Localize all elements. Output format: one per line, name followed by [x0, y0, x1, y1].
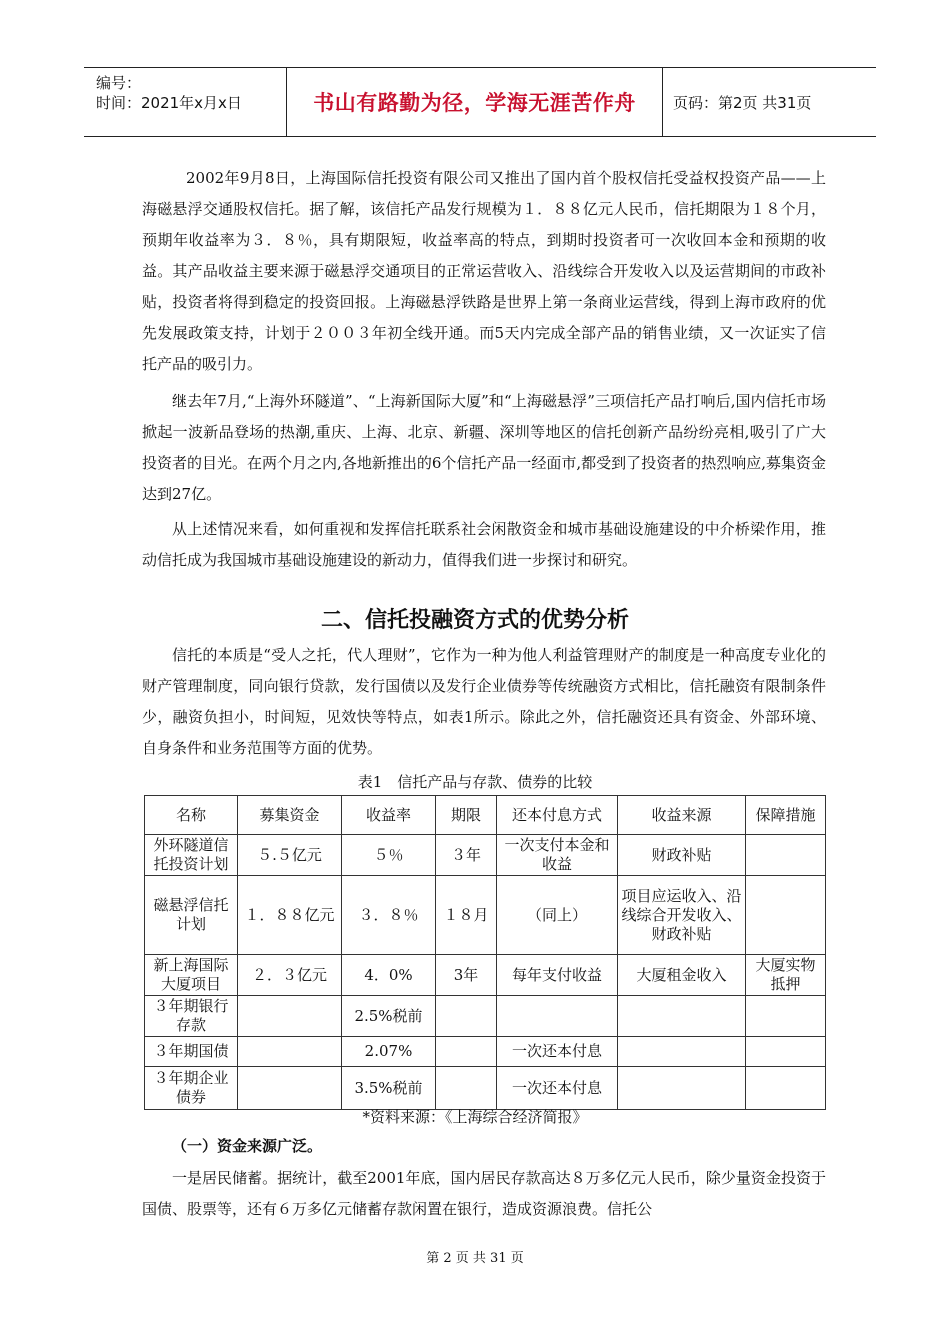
table-cell [746, 876, 826, 955]
comparison-table [144, 795, 826, 1110]
table-cell: 磁悬浮信托计划 [145, 876, 238, 955]
table-header-cell: 募集资金 [238, 796, 342, 835]
table-cell [618, 1067, 746, 1110]
sub-heading: （一）资金来源广泛。 [172, 1137, 323, 1155]
table-cell [746, 996, 826, 1037]
table-row [145, 1067, 826, 1110]
paragraph-3: 从上述情况来看，如何重视和发挥信托联系社会闲散资金和城市基础设施建设的中介桥梁作用，推动信托成为我国城市基础设施建设的新动力，值得我们进一步探讨和研究。 [142, 520, 826, 569]
table-cell: 4．0% [342, 955, 436, 996]
table-cell: 大厦租金收入 [618, 955, 746, 996]
table-cell: 新上海国际大厦项目 [145, 955, 238, 996]
paragraph-2: 继去年7月,“上海外环隧道”、“上海新国际大厦”和“上海磁悬浮”三项信托产品打响后,国内信托市场掀起一波新品登场的热潮,重庆、上海、北京、新疆、深圳等地区的信托创新产品纷纷亮相,吸引了广大投资者的目光。在两个月之内,各地新推出的6个信托产品一经面市,都受到了投资者的热烈响应,募集资金达到27亿。 [142, 392, 826, 503]
number-label: 编号： [96, 74, 142, 92]
time-label: 时间：2021年x月x日 [96, 94, 242, 112]
table-cell [746, 1067, 826, 1110]
table-cell [238, 1067, 342, 1110]
table-cell: ３年期国债 [145, 1037, 238, 1067]
table-cell [436, 996, 497, 1037]
table-cell: ２．３亿元 [238, 955, 342, 996]
table-cell: ５％ [342, 835, 436, 876]
table-cell: 一次还本付息 [497, 1037, 618, 1067]
table-row [145, 1037, 826, 1067]
table-cell [746, 1037, 826, 1067]
table-cell: 3.5%税前 [342, 1067, 436, 1110]
page-footer: 第 2 页 共 31 页 [426, 1251, 524, 1266]
table-cell [618, 1037, 746, 1067]
table-cell [238, 1037, 342, 1067]
table-header-row [145, 796, 826, 835]
table-source: *资料来源：《上海综合经济简报》 [362, 1108, 588, 1126]
table-cell: 财政补贴 [618, 835, 746, 876]
table-cell [238, 996, 342, 1037]
table-header-cell: 还本付息方式 [497, 796, 618, 835]
header-motto: 书山有路勤为径，学海无涯苦作舟 [313, 91, 636, 115]
table-caption: 表1 信托产品与存款、债券的比较 [357, 773, 593, 791]
table-cell: 一次支付本金和收益 [497, 835, 618, 876]
table-cell [746, 835, 826, 876]
page-label: 页码：第2页 共31页 [673, 93, 812, 112]
table-cell [436, 1037, 497, 1067]
table-row [145, 876, 826, 955]
header-meta [84, 68, 286, 136]
table-cell: 2.5%税前 [342, 996, 436, 1037]
table-header-cell: 名称 [145, 796, 238, 835]
table-cell: 2.07% [342, 1037, 436, 1067]
document-header [84, 67, 876, 137]
table-cell: 大厦实物抵押 [746, 955, 826, 996]
table-cell: （同上） [497, 876, 618, 955]
table-cell: １．８８亿元 [238, 876, 342, 955]
table-cell: １８月 [436, 876, 497, 955]
table-header-cell: 保障措施 [746, 796, 826, 835]
paragraph-4: 信托的本质是“受人之托，代人理财”，它作为一种为他人利益管理财产的制度是一种高度专业化的财产管理制度，同向银行贷款，发行国债以及发行企业债券等传统融资方式相比，信托融资有限制条件少，融资负担小，时间短，见效快等特点，如表1所示。除此之外，信托融资还具有资金、外部环境、自身条件和业务范围等方面的优势。 [142, 646, 826, 757]
table-row [145, 955, 826, 996]
table-cell: 每年支付收益 [497, 955, 618, 996]
table-header-cell: 收益率 [342, 796, 436, 835]
table-header-cell: 收益来源 [618, 796, 746, 835]
table-cell [618, 996, 746, 1037]
table-cell: ３年期企业债券 [145, 1067, 238, 1110]
table-row [145, 996, 826, 1037]
table-row [145, 835, 826, 876]
table-cell: 外环隧道信托投资计划 [145, 835, 238, 876]
table-cell [497, 996, 618, 1037]
paragraph-1: 2002年9月8日，上海国际信托投资有限公司又推出了国内首个股权信托受益权投资产品——上海磁悬浮交通股权信托。据了解，该信托产品发行规模为１．８８亿元人民币，信托期限为１８个月，预期年收益率为３．８％，具有期限短，收益率高的特点，到期时投资者可一次收回本金和预期的收益。其产品收益主要来源于磁悬浮交通项目的正常运营收入、沿线综合开发收入以及运营期间的市政补贴，投资者将得到稳定的投资回报。上海磁悬浮铁路是世界上第一条商业运营线，得到上海市政府的优先发展政策支持，计划于２００３年初全线开通。而5天内完成全部产品的销售业绩，又一次证实了信托产品的吸引力。 [142, 169, 826, 373]
table-cell: 一次还本付息 [497, 1067, 618, 1110]
table-cell: 3年 [436, 955, 497, 996]
table-cell: ３年 [436, 835, 497, 876]
section-title: 二、信托投融资方式的优势分析 [320, 608, 629, 633]
paragraph-5: 一是居民储蓄。据统计，截至2001年底，国内居民存款高达８万多亿元人民币，除少量资金投资于国债、股票等，还有６万多亿元储蓄存款闲置在银行，造成资源浪费。信托公 [142, 1169, 826, 1218]
table-cell: ３．８％ [342, 876, 436, 955]
table-cell [436, 1067, 497, 1110]
table-cell: ５.５亿元 [238, 835, 342, 876]
table-cell: 项目应运收入、沿线综合开发收入、财政补贴 [618, 876, 746, 955]
table-header-cell: 期限 [436, 796, 497, 835]
table-cell: ３年期银行存款 [145, 996, 238, 1037]
